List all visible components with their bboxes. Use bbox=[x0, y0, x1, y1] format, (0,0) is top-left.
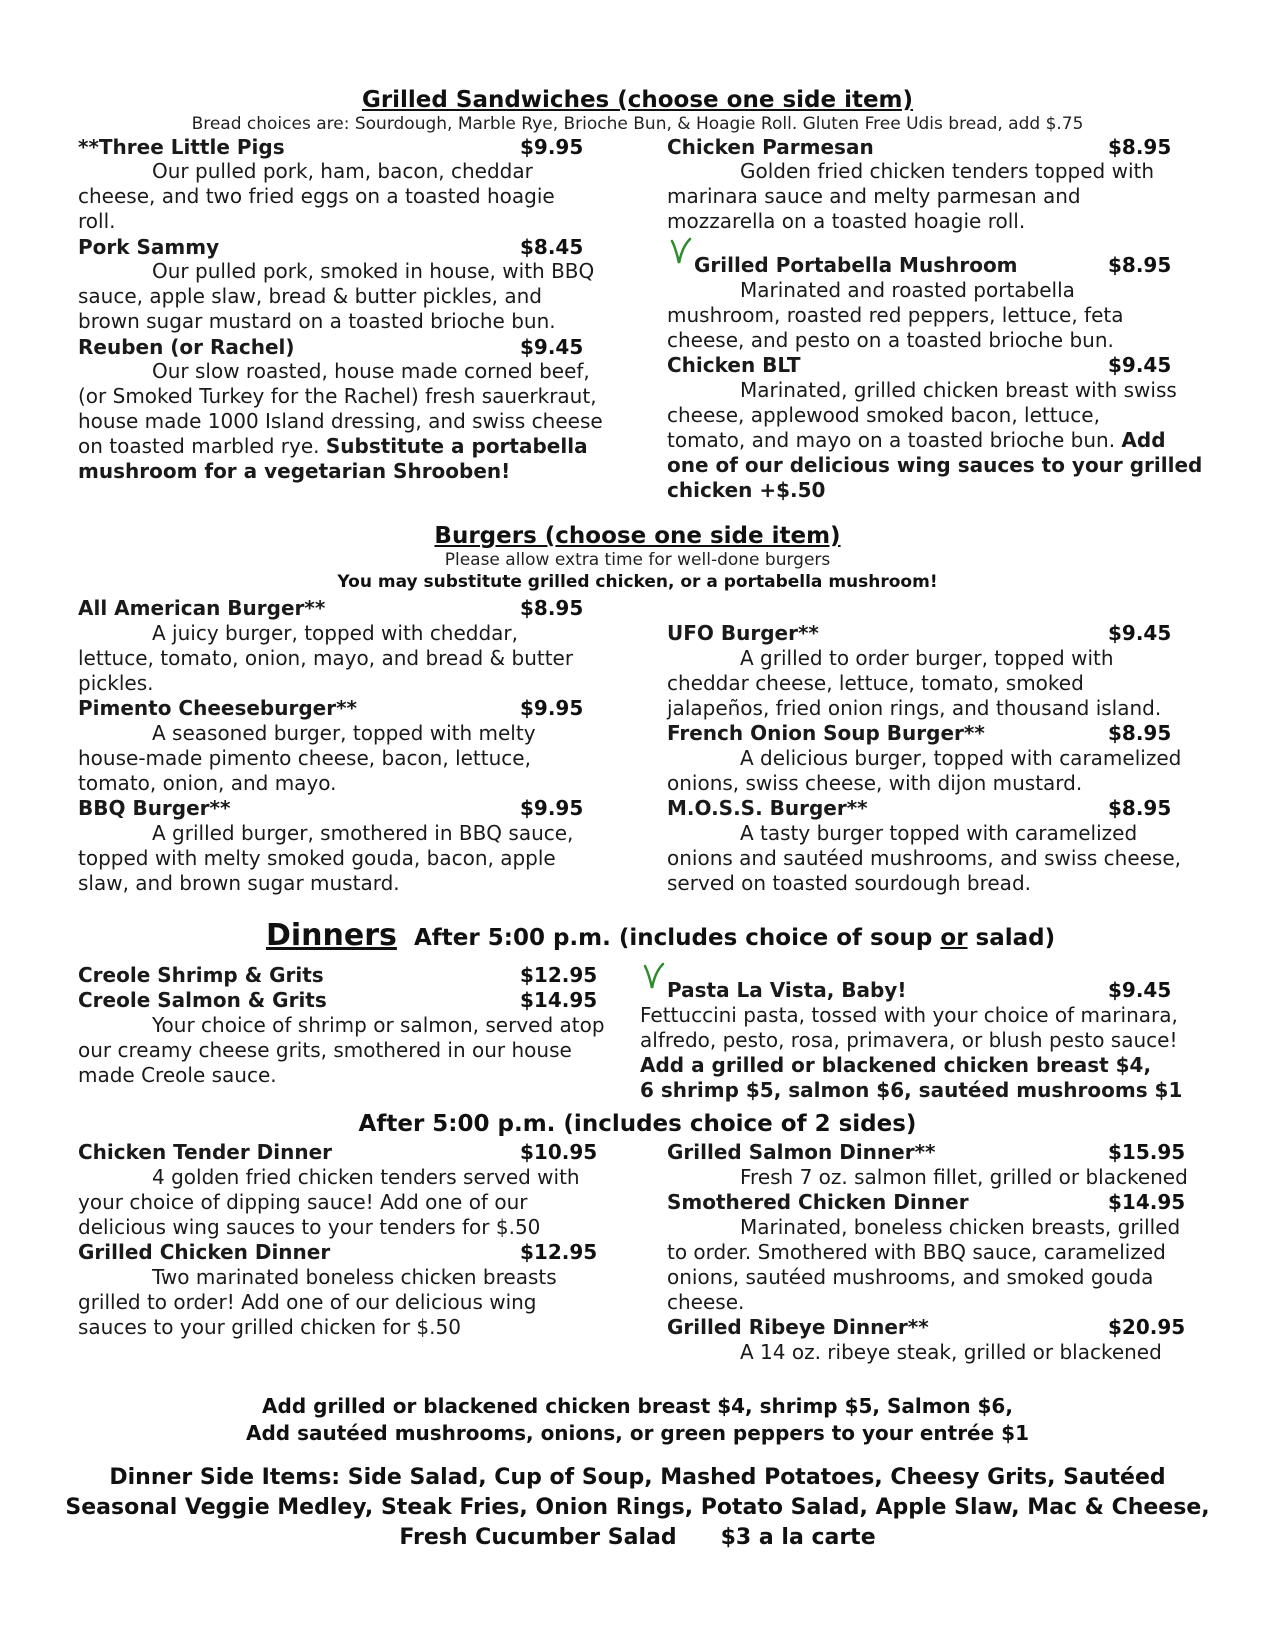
item-name: Grilled Portabella Mushroom bbox=[694, 253, 1018, 277]
item-desc: marinara sauce and melty parmesan and bbox=[667, 184, 1081, 208]
item-desc: Marinated, grilled chicken breast with swiss bbox=[740, 378, 1177, 402]
item-desc: house made 1000 Island dressing, and swiss cheese bbox=[78, 409, 603, 433]
item-desc: cheese, applewood smoked bacon, lettuce, bbox=[667, 403, 1100, 427]
burger-note: Please allow extra time for well-done burgers bbox=[444, 550, 831, 570]
item-desc: A seasoned burger, topped with melty bbox=[152, 721, 536, 745]
item-desc: A grilled to order burger, topped with bbox=[740, 646, 1114, 670]
item-desc: house-made pimento cheese, bacon, lettuce, bbox=[78, 746, 531, 770]
item-desc: your choice of dipping sauce! Add one of our bbox=[78, 1190, 528, 1214]
item-note: Substitute a portabella bbox=[325, 434, 588, 458]
item-desc: topped with melty smoked gouda, bacon, apple bbox=[78, 846, 556, 870]
item-desc: mozzarella on a toasted hoagie roll. bbox=[667, 209, 1026, 233]
item-price: $8.95 bbox=[1108, 253, 1172, 277]
item-name: French Onion Soup Burger** bbox=[667, 721, 985, 745]
item-desc: our creamy cheese grits, smothered in our house bbox=[78, 1038, 572, 1062]
side-items-price: $3 a la carte bbox=[720, 1525, 876, 1550]
item-note: chicken +$.50 bbox=[667, 478, 826, 502]
item-desc: served on toasted sourdough bread. bbox=[667, 871, 1031, 895]
item-desc: A delicious burger, topped with caramelized bbox=[740, 746, 1182, 770]
item-price: $10.95 bbox=[520, 1140, 598, 1164]
item-price: $14.95 bbox=[520, 988, 598, 1012]
item-desc: Golden fried chicken tenders topped with bbox=[740, 159, 1155, 183]
item-desc: A 14 oz. ribeye steak, grilled or blackened bbox=[740, 1340, 1162, 1364]
item-desc: cheddar cheese, lettuce, tomato, smoked bbox=[667, 671, 1084, 695]
item-note: 6 shrimp $5, salmon $6, sautéed mushrooms $1 bbox=[640, 1078, 1183, 1102]
side-items-line bbox=[0, 1523, 1275, 1553]
item-desc: lettuce, tomato, onion, mayo, and bread & butter bbox=[78, 646, 574, 670]
item-price: $9.95 bbox=[520, 696, 584, 720]
item-desc: onions, sautéed mushrooms, and smoked gouda bbox=[667, 1265, 1154, 1289]
item-name: Grilled Ribeye Dinner** bbox=[667, 1315, 929, 1339]
dinners-subtitle bbox=[414, 923, 1055, 953]
item-desc: 4 golden fried chicken tenders served with bbox=[152, 1165, 580, 1189]
sandwiches-heading: Grilled Sandwiches (choose one side item) bbox=[361, 87, 914, 113]
item-desc: tomato, onion, and mayo. bbox=[78, 771, 337, 795]
item-price: $8.45 bbox=[520, 235, 584, 259]
side-items-line: Seasonal Veggie Medley, Steak Fries, Onion Rings, Potato Salad, Apple Slaw, Mac & Cheese, bbox=[65, 1495, 1210, 1520]
item-name: Pork Sammy bbox=[78, 235, 220, 259]
item-name: All American Burger** bbox=[78, 596, 326, 620]
item-note: Add bbox=[1121, 428, 1166, 452]
item-desc: Marinated and roasted portabella bbox=[740, 278, 1075, 302]
vegetarian-leaf-icon bbox=[670, 237, 692, 265]
item-name: Chicken Tender Dinner bbox=[78, 1140, 333, 1164]
item-desc: Two marinated boneless chicken breasts bbox=[152, 1265, 557, 1289]
item-desc: slaw, and brown sugar mustard. bbox=[78, 871, 400, 895]
item-name: Creole Salmon & Grits bbox=[78, 988, 327, 1012]
item-price: $9.45 bbox=[520, 335, 584, 359]
item-name: Chicken Parmesan bbox=[667, 135, 874, 159]
item-desc: roll. bbox=[78, 209, 116, 233]
item-desc: A grilled burger, smothered in BBQ sauce, bbox=[152, 821, 574, 845]
item-name: Smothered Chicken Dinner bbox=[667, 1190, 969, 1214]
burgers-heading: Burgers (choose one side item) bbox=[434, 523, 841, 549]
item-name: Pimento Cheeseburger** bbox=[78, 696, 358, 720]
item-desc: Fresh 7 oz. salmon fillet, grilled or blackened bbox=[740, 1165, 1188, 1189]
item-name: Pasta La Vista, Baby! bbox=[667, 978, 907, 1002]
item-name: Grilled Chicken Dinner bbox=[78, 1240, 331, 1264]
item-price: $14.95 bbox=[1108, 1190, 1186, 1214]
item-name: Chicken BLT bbox=[667, 353, 801, 377]
item-desc: A juicy burger, topped with cheddar, bbox=[152, 621, 519, 645]
item-desc: Our pulled pork, ham, bacon, cheddar bbox=[152, 159, 533, 183]
dinners-subtitle-or: or bbox=[940, 925, 968, 951]
item-price: $9.45 bbox=[1108, 621, 1172, 645]
item-desc: Our slow roasted, house made corned beef, bbox=[152, 359, 590, 383]
item-name: Reuben (or Rachel) bbox=[78, 335, 295, 359]
item-desc: brown sugar mustard on a toasted brioche bun. bbox=[78, 309, 556, 333]
item-note: one of our delicious wing sauces to your grilled bbox=[667, 453, 1203, 477]
item-price: $8.95 bbox=[1108, 721, 1172, 745]
item-name: UFO Burger** bbox=[667, 621, 819, 645]
item-desc: onions, swiss cheese, with dijon mustard. bbox=[667, 771, 1083, 795]
side-items-line: Dinner Side Items: Side Salad, Cup of Soup, Mashed Potatoes, Cheesy Grits, Sautéed bbox=[109, 1465, 1166, 1490]
item-desc: to order. Smothered with BBQ sauce, caramelized bbox=[667, 1240, 1166, 1264]
item-note: mushroom for a vegetarian Shrooben! bbox=[78, 459, 511, 483]
item-desc: (or Smoked Turkey for the Rachel) fresh sauerkraut, bbox=[78, 384, 597, 408]
item-desc: sauces to your grilled chicken for $.50 bbox=[78, 1315, 461, 1339]
item-desc: mushroom, roasted red peppers, lettuce, feta bbox=[667, 303, 1124, 327]
item-desc: onions and sautéed mushrooms, and swiss cheese, bbox=[667, 846, 1182, 870]
item-desc: tomato, and mayo on a toasted brioche bun. bbox=[667, 428, 1116, 452]
item-desc: pickles. bbox=[78, 671, 154, 695]
item-price: $15.95 bbox=[1108, 1140, 1186, 1164]
item-desc: Fettuccini pasta, tossed with your choice of marinara, bbox=[640, 1003, 1178, 1027]
item-price: $8.95 bbox=[1108, 796, 1172, 820]
dinners-subtitle-2: After 5:00 p.m. (includes choice of 2 sides) bbox=[358, 1111, 917, 1137]
item-name: **Three Little Pigs bbox=[78, 135, 285, 159]
side-item-last: Fresh Cucumber Salad bbox=[399, 1525, 677, 1550]
item-price: $12.95 bbox=[520, 963, 598, 987]
item-desc: cheese, and two fried eggs on a toasted hoagie bbox=[78, 184, 555, 208]
item-desc: jalapeños, fried onion rings, and thousand island. bbox=[667, 696, 1162, 720]
item-price: $8.95 bbox=[1108, 135, 1172, 159]
burger-substitute-note: You may substitute grilled chicken, or a portabella mushroom! bbox=[337, 572, 938, 592]
item-desc-row bbox=[667, 428, 1166, 452]
item-desc: grilled to order! Add one of our delicious wing bbox=[78, 1290, 537, 1314]
item-desc: A tasty burger topped with caramelized bbox=[740, 821, 1138, 845]
item-price: $9.95 bbox=[520, 135, 584, 159]
item-name: Creole Shrimp & Grits bbox=[78, 963, 324, 987]
addon-line: Add grilled or blackened chicken breast $4, shrimp $5, Salmon $6, bbox=[262, 1394, 1013, 1418]
item-desc: Your choice of shrimp or salmon, served atop bbox=[152, 1013, 605, 1037]
item-desc: alfredo, pesto, rosa, primavera, or blush pesto sauce! bbox=[640, 1028, 1178, 1052]
item-name: Grilled Salmon Dinner** bbox=[667, 1140, 936, 1164]
item-price: $9.95 bbox=[520, 796, 584, 820]
item-price: $9.45 bbox=[1108, 978, 1172, 1002]
item-desc: cheese, and pesto on a toasted brioche bun. bbox=[667, 328, 1114, 352]
item-desc: cheese. bbox=[667, 1290, 745, 1314]
item-desc: sauce, apple slaw, bread & butter pickles, and bbox=[78, 284, 542, 308]
item-price: $12.95 bbox=[520, 1240, 598, 1264]
item-desc: delicious wing sauces to your tenders for $.50 bbox=[78, 1215, 541, 1239]
item-desc: made Creole sauce. bbox=[78, 1063, 277, 1087]
item-name: BBQ Burger** bbox=[78, 796, 231, 820]
dinners-title: Dinners bbox=[266, 918, 397, 953]
item-price: $20.95 bbox=[1108, 1315, 1186, 1339]
dinners-subtitle-text: After 5:00 p.m. (includes choice of soup bbox=[414, 925, 941, 951]
vegetarian-leaf-icon bbox=[643, 962, 665, 990]
item-desc: on toasted marbled rye. bbox=[78, 434, 320, 458]
item-note: Add a grilled or blackened chicken breast $4, bbox=[640, 1053, 1152, 1077]
item-desc: Marinated, boneless chicken breasts, grilled bbox=[740, 1215, 1181, 1239]
addon-line: Add sautéed mushrooms, onions, or green peppers to your entrée $1 bbox=[246, 1421, 1029, 1445]
dinners-subtitle-end: salad) bbox=[967, 925, 1056, 951]
item-price: $8.95 bbox=[520, 596, 584, 620]
item-desc: Our pulled pork, smoked in house, with BBQ bbox=[152, 259, 595, 283]
item-desc-row bbox=[78, 434, 588, 458]
item-name: M.O.S.S. Burger** bbox=[667, 796, 868, 820]
item-price: $9.45 bbox=[1108, 353, 1172, 377]
bread-note: Bread choices are: Sourdough, Marble Rye, Brioche Bun, & Hoagie Roll. Gluten Free Udis bread, add $.75 bbox=[191, 114, 1084, 134]
